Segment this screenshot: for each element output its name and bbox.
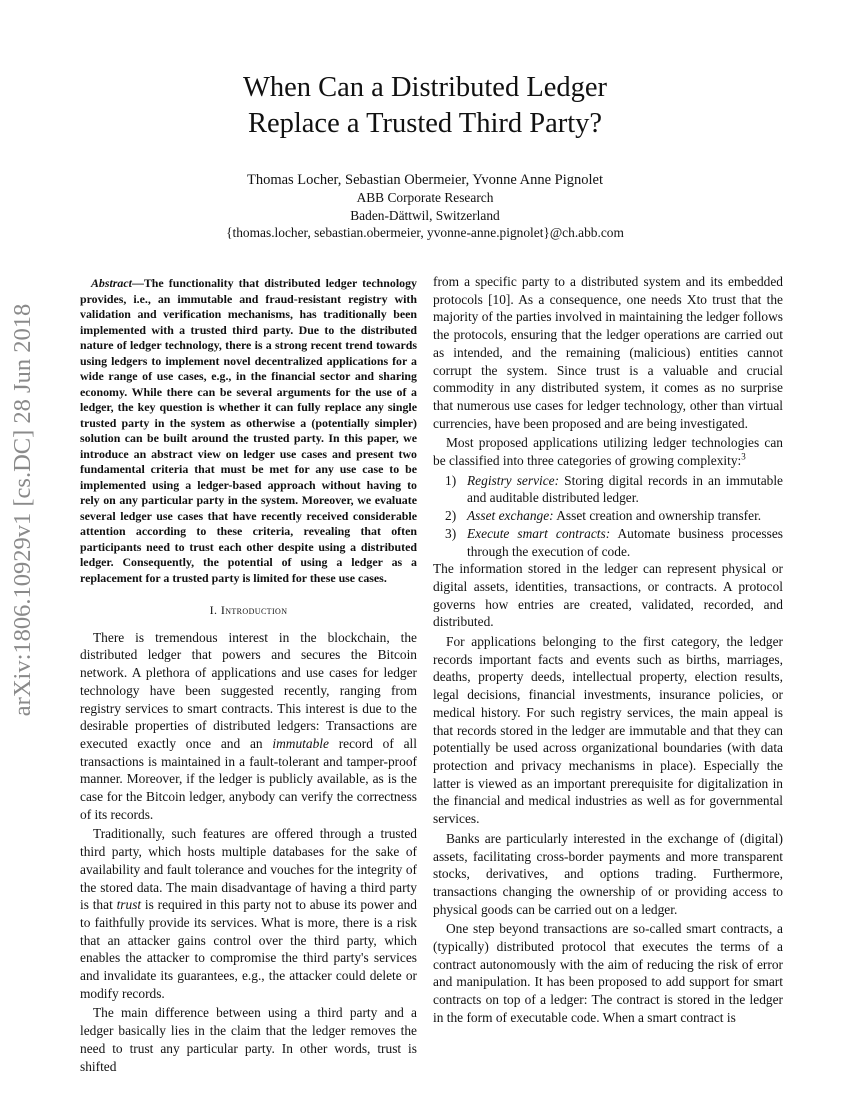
footnote-marker: 3: [741, 451, 746, 462]
list-item: [433, 472, 783, 507]
list-description: Asset creation and ownership transfer.: [553, 508, 762, 524]
abstract-dash: —: [131, 276, 144, 290]
list-term: Execute smart contracts:: [467, 525, 611, 541]
paragraph-text: record of all transactions is maintained in a fault-tolerant and tamper-proof manner. Moreover, if the ledger is publicly available, as is the case for the Bitcoin ledger, anybody can verify the correctness of its records.: [80, 735, 417, 822]
intro-paragraph-2: [80, 825, 417, 1002]
section-title: Introduction: [220, 603, 288, 617]
abstract-label: Abstract: [91, 276, 132, 290]
left-column: [80, 276, 417, 1077]
arxiv-watermark: [8, 268, 38, 752]
intro-paragraph-3: The main difference between using a third party and a ledger basically lies in the claim that the ledger removes the need to trust any particular party. In other words, trust is shifted: [80, 1005, 417, 1074]
emphasis-trust: trust: [116, 897, 142, 913]
right-column: [433, 273, 783, 1029]
list-term: Asset exchange:: [467, 508, 554, 524]
list-item: [433, 507, 783, 525]
paper-title: [0, 70, 850, 142]
intro-paragraph-1: [80, 629, 417, 824]
intro-paragraph-8: Banks are particularly interested in the exchange of (digital) assets, facilitating cross-border payments and more transparent stocks, derivatives, and options trading. Furthermore, transactions changing the ownership of or providing access to physical goods can be carried out on a ledger.: [433, 830, 783, 917]
section-heading-introduction: [80, 602, 417, 620]
arxiv-identifier: arXiv:1806.10929v1 [cs.DC] 28 Jun 2018: [9, 303, 37, 717]
list-number: 1): [445, 472, 457, 488]
section-number: I.: [209, 603, 218, 617]
list-term: Registry service:: [467, 472, 560, 488]
list-number: 3): [445, 525, 457, 541]
paragraph-text: Traditionally, such features are offered through a trusted third party, which hosts multiple databases for the sake of availability and fault tolerance and vouches for the integrity of the stored data. The main disadvantage of having a third party is that: [80, 826, 417, 913]
location: Baden-Dättwil, Switzerland: [350, 208, 500, 223]
title-line-2: Replace a Trusted Third Party?: [247, 108, 603, 139]
author-list: Thomas Locher, Sebastian Obermeier, Yvonne Anne Pignolet: [246, 172, 604, 188]
abstract: [80, 276, 417, 586]
intro-paragraph-5: [433, 434, 783, 469]
abstract-text: The functionality that distributed ledger technology provides, i.e., an immutable and fraud-resistant registry with validation and verification mechanisms, has traditionally been implemented with a trusted third party. Due to the distributed nature of ledger technology, there is a strong recent trend towards using ledgers to implement novel decentralized applications for a wide range of use cases, e.g., in the financial sector and sharing economy. While there can be several arguments for the use of a ledger, the key question is whether it can fully replace any single trusted party in the system as otherwise a (potentially simpler) solution can be built around the trusted party. In this paper, we introduce an abstract view on ledger use cases and present two fundamental criteria that must be met for any use case to be implemented using a ledger-based approach without having to rely on any particular party in the system. Moreover, we evaluate several ledger use cases that have recently received considerable attention according to these criteria, revealing that often participants need to trust each other despite using a distributed ledger. Consequently, the potential of using a ledger as a replacement for a trusted party is limited for these use cases.: [80, 276, 417, 585]
category-list: [433, 472, 783, 561]
list-number: 2): [445, 508, 457, 524]
affiliation: ABB Corporate Research: [356, 190, 494, 205]
paragraph-text: Most proposed applications utilizing ledger technologies can be classified into three categories of growing complexity:: [433, 435, 783, 469]
email-addresses: {thomas.locher, sebastian.obermeier, yvonne-anne.pignolet}@ch.abb.com: [226, 225, 624, 240]
list-description: Storing digital records in an immutable and auditable distributed ledger.: [467, 472, 783, 506]
emphasis-immutable: immutable: [272, 735, 329, 751]
intro-paragraph-7: For applications belonging to the first category, the ledger records important facts and events such as births, marriages, deaths, property deeds, intellectual property, election results, legal decisions, financial investments, insurance policies, or medical history. For such registry services, the main appeal is that records stored in the ledger are immutable and that they can potentially be used across organizational boundaries (with data protection and privacy mechanisms in place). Especially the latter is viewed as an important prerequisite for digitalization in the financial and medical industries as well as for governmental services.: [433, 634, 783, 827]
paragraph-text: is required in this party not to abuse its power and to faithfully provide its services. What is more, there is a risk that an attacker gains control over the third party, which enables the attacker to compromise the third party's services and invalidate its guarantees, e.g., the attacker could delete or modify records.: [80, 897, 417, 1001]
intro-paragraph-9: One step beyond transactions are so-called smart contracts, a (typically) distributed protocol that executes the terms of a contract autonomously with the aim of reducing the risk of error and manipulation. It has been proposed to add support for smart contracts on top of a ledger: The contract is stored in the ledger in the form of executable code. When a smart contract is: [433, 921, 783, 1025]
title-line-1: When Can a Distributed Ledger: [242, 72, 608, 103]
intro-paragraph-4: from a specific party to a distributed system and its embedded protocols [10]. As a consequence, one needs Xto trust that the majority of the parties involved in maintaining the ledger follows the protocols, ensuring that the ledger operations are carried out as intended, and the remaining (malicious) entities cannot corrupt the system. Since trust is a valuable and crucial commodity in any distributed system, it comes as no surprise that numerous use cases for ledger technology, other than virtual currencies, have been proposed and are being investigated.: [433, 274, 783, 431]
list-description: Automate business processes through the execution of code.: [467, 525, 783, 559]
intro-paragraph-6: The information stored in the ledger can represent physical or digital assets, identities, transactions, or contracts. A protocol governs how entries are created, validated, recorded, and distributed.: [433, 561, 783, 630]
paragraph-text: There is tremendous interest in the blockchain, the distributed ledger that powers and secures the Bitcoin network. A plethora of applications and use cases for ledger technology have been suggested recently, ranging from registry services to smart contracts. This interest is due to the desirable properties of distributed ledgers: Transactions are executed exactly once and an: [80, 629, 417, 751]
list-item: [433, 525, 783, 560]
